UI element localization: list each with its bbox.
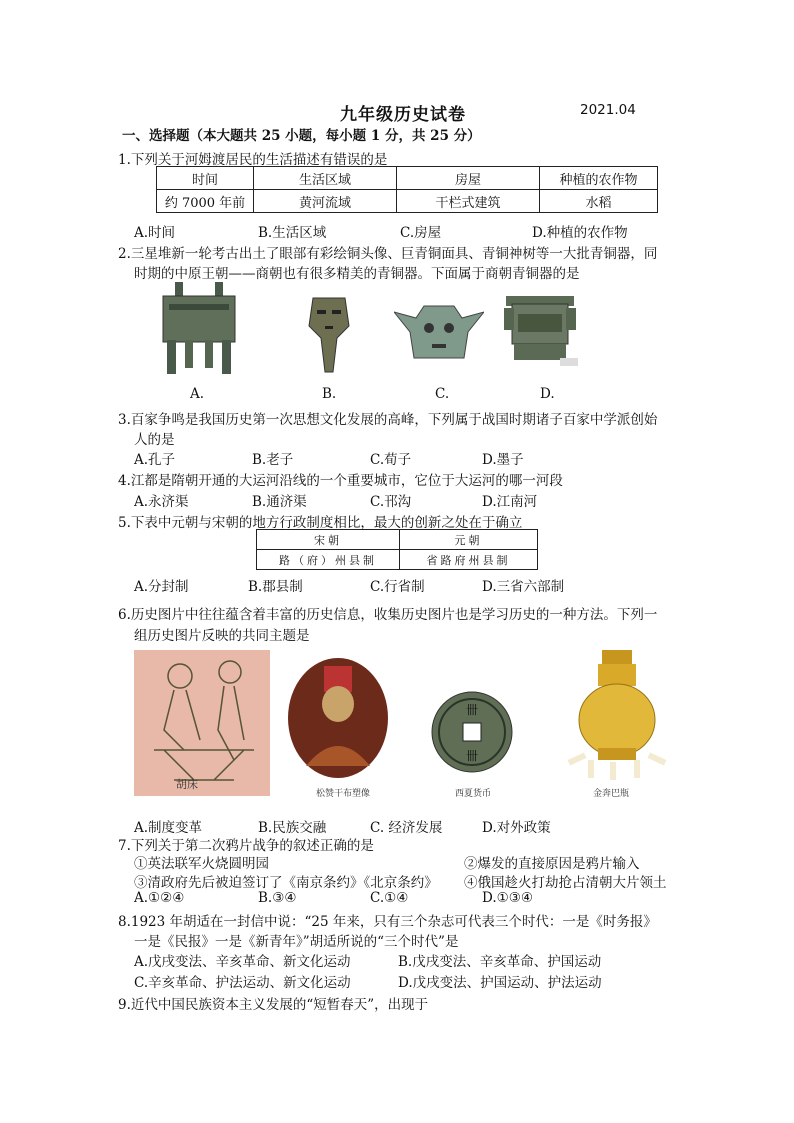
western-xia-coin-image: [430, 690, 514, 774]
caption-songtsen-gampo: 松赞干布塑像: [316, 789, 371, 799]
q6-option-c[interactable]: C. 经济发展: [370, 820, 443, 836]
exam-date: 2021.04: [580, 102, 636, 118]
q6-option-b[interactable]: B.民族交融: [258, 820, 327, 836]
q5-option-b[interactable]: B.郡县制: [248, 579, 303, 595]
q2-stem-line1: 2.三星堆新一轮考古出土了眼部有彩绘铜头像、巨青铜面具、青铜神树等一大批青铜器，同: [118, 246, 658, 262]
q8-option-d[interactable]: D.戊戌变法、护国运动、护法运动: [398, 975, 602, 991]
section-heading: 一、选择题（本大题共 25 小题，每小题 1 分，共 25 分）: [122, 128, 481, 144]
q3-option-a[interactable]: A.孔子: [134, 452, 176, 468]
q7-option-c[interactable]: C.①④: [370, 890, 409, 906]
q5-option-a[interactable]: A.分封制: [134, 579, 189, 595]
q2-option-d[interactable]: D.: [540, 386, 555, 402]
caption-hu-chair: 胡床: [176, 778, 198, 791]
bronze-vessel-image: [500, 290, 580, 370]
svg-text:卌: 卌: [465, 703, 479, 717]
table-cell: 水稻: [540, 190, 658, 213]
q7-item-4: ④俄国趁火打劫抢占清朝大片领土: [464, 875, 667, 891]
q4-option-b[interactable]: B.通济渠: [252, 494, 307, 510]
q1-option-b[interactable]: B.生活区域: [258, 225, 327, 241]
q6-stem-line2: 组历史图片反映的共同主题是: [134, 628, 310, 644]
songtsen-gampo-statue-image: [286, 656, 390, 782]
caption-golden-bumpa: 金奔巴瓶: [593, 789, 630, 799]
q6-stem-line1: 6.历史图片中往往蕴含着丰富的历史信息，收集历史图片也是学习历史的一种方法。下列一: [118, 607, 658, 623]
q1-option-a[interactable]: A.时间: [134, 225, 176, 241]
q4-option-a[interactable]: A.永济渠: [134, 494, 189, 510]
q1-option-c[interactable]: C.房屋: [400, 225, 442, 241]
q8-option-a[interactable]: A.戊戌变法、辛亥革命、新文化运动: [134, 954, 351, 970]
table-cell: 约 7000 年前: [157, 190, 254, 213]
q4-option-d[interactable]: D.江南河: [482, 494, 538, 510]
q7-stem: 7.下列关于第二次鸦片战争的叙述正确的是: [118, 838, 374, 854]
hu-chair-image: [134, 650, 270, 796]
q7-item-2: ②爆发的直接原因是鸦片输入: [464, 856, 640, 872]
q3-option-d[interactable]: D.墨子: [482, 452, 524, 468]
page-title: 九年级历史试卷: [340, 105, 466, 125]
q1-option-d[interactable]: D.种植的农作物: [532, 225, 628, 241]
q5-option-c[interactable]: C.行省制: [370, 579, 425, 595]
bronze-mask-image: [394, 304, 484, 366]
q8-option-c[interactable]: C.辛亥革命、护法运动、新文化运动: [134, 975, 351, 991]
table-cell: 干栏式建筑: [397, 190, 540, 213]
q8-stem-line1: 8.1923 年胡适在一封信中说：“25 年来，只有三个杂志可代表三个时代：一是《时务报》: [118, 914, 657, 930]
table-header-cell: 元朝: [400, 530, 538, 550]
q7-option-d[interactable]: D.①③④: [482, 890, 533, 906]
table-header-cell: 房屋: [397, 167, 540, 190]
q5-stem: 5.下表中元朝与宋朝的地方行政制度相比，最大的创新之处在于确立: [118, 515, 523, 531]
q5-table: [256, 529, 538, 570]
q1-stem: 1.下列关于河姆渡居民的生活描述有错误的是: [118, 152, 388, 168]
q4-stem: 4.江都是隋朝开通的大运河沿线的一个重要城市，它位于大运河的哪一河段: [118, 473, 563, 489]
q7-item-3: ③清政府先后被迫签订了《南京条约》《北京条约》: [134, 875, 438, 891]
q3-stem-line1: 3.百家争鸣是我国历史第一次思想文化发展的高峰，下列属于战国时期诸子百家中学派创始: [118, 412, 658, 428]
table-header-cell: 宋朝: [257, 530, 400, 550]
bronze-ding-image: [155, 282, 243, 376]
q2-option-c[interactable]: C.: [435, 386, 450, 402]
table-header-cell: 时间: [157, 167, 254, 190]
svg-text:卌: 卌: [465, 749, 479, 763]
table-cell: 省路府州县制: [400, 550, 538, 570]
q7-item-1: ①英法联军火烧圆明园: [134, 856, 269, 872]
table-cell: 路（府）州县制: [257, 550, 400, 570]
q7-option-b[interactable]: B.③④: [258, 890, 297, 906]
q3-option-b[interactable]: B.老子: [252, 452, 294, 468]
q8-option-b[interactable]: B.戊戌变法、辛亥革命、护国运动: [398, 954, 602, 970]
q8-stem-line2: 一是《民报》一是《新青年》”胡适所说的“三个时代”是: [134, 934, 459, 950]
table-cell: 黄河流域: [254, 190, 397, 213]
q4-option-c[interactable]: C.邗沟: [370, 494, 412, 510]
q6-option-a[interactable]: A.制度变革: [134, 820, 203, 836]
q5-option-d[interactable]: D.三省六部制: [482, 579, 565, 595]
q6-option-d[interactable]: D.对外政策: [482, 820, 551, 836]
table-header-cell: 种植的农作物: [540, 167, 658, 190]
q2-option-b[interactable]: B.: [322, 386, 337, 402]
q7-option-a[interactable]: A.①②④: [134, 890, 185, 906]
golden-bumpa-vase-image: [554, 648, 680, 782]
table-header-cell: 生活区域: [254, 167, 397, 190]
bronze-head-image: [303, 292, 355, 374]
q2-option-a[interactable]: A.: [190, 386, 205, 402]
caption-western-xia-coin: 西夏货币: [455, 789, 492, 799]
q3-option-c[interactable]: C.荀子: [370, 452, 412, 468]
q2-stem-line2: 时期的中原王朝——商朝也有很多精美的青铜器。下面属于商朝青铜器的是: [134, 266, 580, 282]
q9-stem: 9.近代中国民族资本主义发展的“短暂春天”，出现于: [118, 997, 429, 1013]
q1-table: [156, 166, 658, 213]
q3-stem-line2: 人的是: [134, 432, 175, 448]
